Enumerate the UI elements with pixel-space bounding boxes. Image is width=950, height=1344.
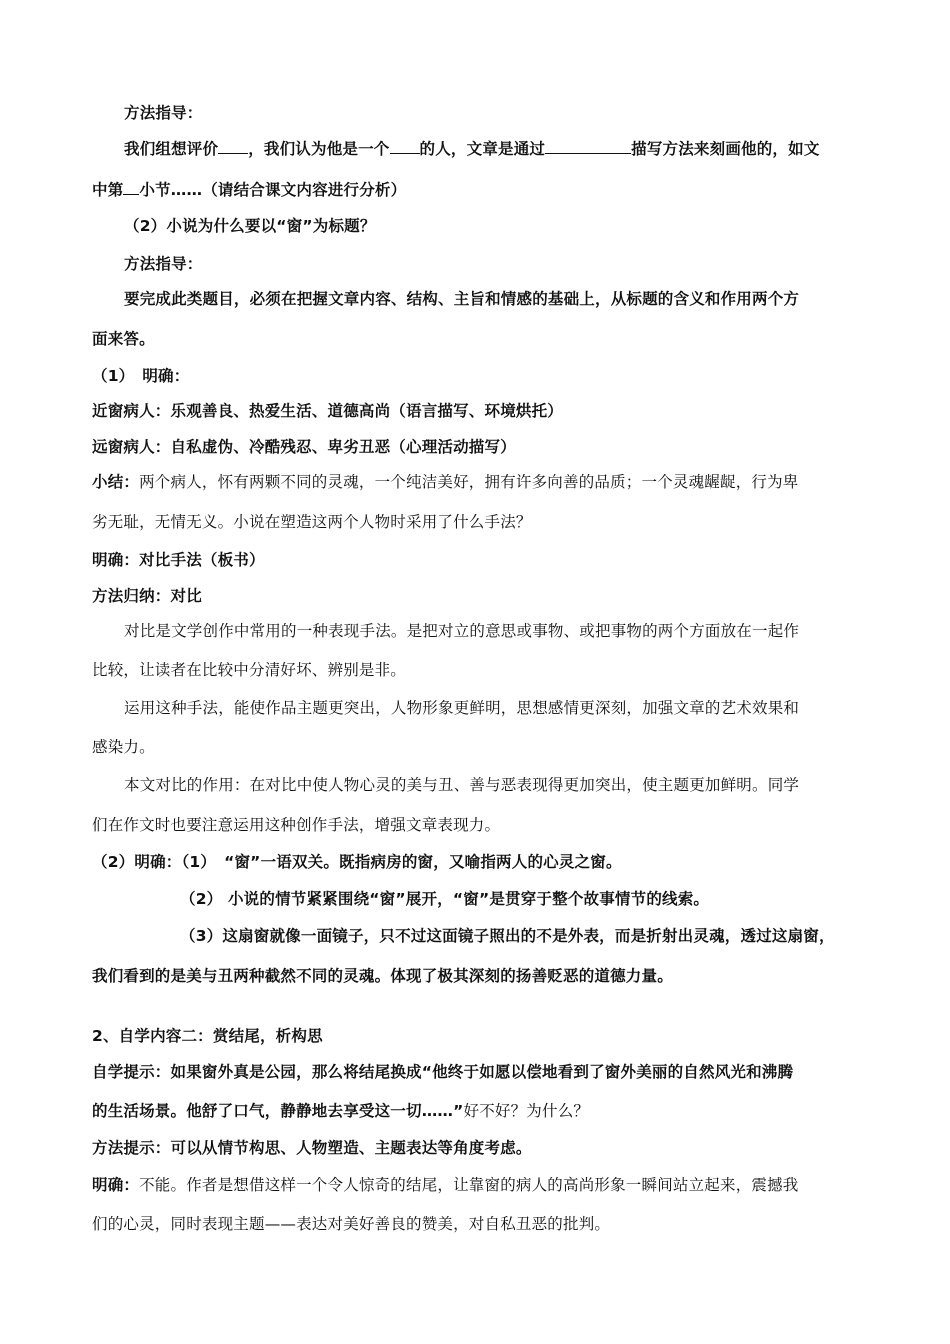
paragraph-line: 要完成此类题目，必须在把握文章内容、结构、主旨和情感的基础上，从标题的含义和作用两个方 — [124, 290, 800, 308]
paragraph-line: 面来答。 — [92, 330, 155, 348]
text-span: 中第 — [92, 181, 124, 199]
text-span: 不能。作者是想借这样一个令人惊奇的结尾，让靠窗的病人的高尚形象一瞬间站立起来，震撼我 — [139, 1176, 799, 1194]
text-span: 描写方法来刻画他的，如文 — [631, 140, 820, 158]
text-span: 小节……（请结合课文内容进行分析） — [139, 181, 407, 199]
question-heading: （2）小说为什么要以“窗”为标题？ — [124, 217, 376, 235]
paragraph-line: 劣无耻，无情无义。小说在塑造这两个人物时采用了什么手法？ — [92, 513, 532, 531]
label: 小结： — [92, 473, 140, 491]
section-heading: 2、自学内容二：赏结尾，析构思 — [92, 1027, 323, 1045]
text-span: 两个病人，怀有两颗不同的灵魂，一个纯洁美好，拥有许多向善的品质；一个灵魂龌龊，行为卑 — [139, 473, 799, 491]
label: 自学提示： — [92, 1063, 171, 1081]
paragraph-line: 我们看到的是美与丑两种截然不同的灵魂。体现了极其深刻的扬善贬恶的道德力量。 — [92, 967, 673, 985]
fill-blank — [218, 139, 248, 154]
label: 明确： — [92, 1176, 140, 1194]
text-span: 好不好？为什么？ — [463, 1102, 590, 1120]
fill-blank — [545, 139, 631, 154]
paragraph-line: 远窗病人：自私虚伪、冷酷残忍、卑劣丑恶（心理活动描写） — [92, 438, 516, 456]
paragraph-line: 们的心灵，同时表现主题——表达对美好善良的赞美，对自私丑恶的批判。 — [92, 1215, 611, 1233]
method-guide-heading: 方法指导： — [124, 255, 203, 273]
text-span: 如果窗外真是公园，那么将结尾换成“他终于如愿以偿地看到了窗外美丽的自然风光和沸腾 — [170, 1063, 794, 1081]
paragraph-line: 本文对比的作用：在对比中使人物心灵的美与丑、善与恶表现得更加突出，使主题更加鲜明。同学 — [124, 776, 800, 794]
paragraph-line: 运用这种手法，能使作品主题更突出，人物形象更鲜明，思想感情更深刻，加强文章的艺术效果和 — [124, 699, 800, 717]
paragraph-line: 们在作文时也要注意运用这种创作手法，增强文章表现力。 — [92, 816, 501, 834]
fill-blank — [123, 180, 139, 195]
paragraph-line — [124, 139, 820, 159]
text-span: 的生活场景。他舒了口气，静静地去享受这一切……” — [92, 1102, 464, 1120]
paragraph-line — [92, 1062, 793, 1082]
paragraph-line: （2）明确：（1） “窗”一语双关。既指病房的窗，又喻指两人的心灵之窗。 — [92, 853, 622, 871]
paragraph-line: 对比是文学创作中常用的一种表现手法。是把对立的意思或事物、或把事物的两个方面放在一起作 — [124, 622, 800, 640]
paragraph-line — [92, 472, 799, 492]
text-span: 我们组想评价 — [124, 140, 219, 158]
answer-heading: （1） 明确： — [92, 367, 190, 385]
paragraph-line — [92, 1101, 589, 1121]
paragraph-line — [92, 1175, 799, 1195]
paragraph-line — [92, 180, 406, 200]
text-span: 的人，文章是通过 — [419, 140, 546, 158]
paragraph-line: （2） 小说的情节紧紧围绕“窗”展开，“窗”是贯穿于整个故事情节的线索。 — [180, 890, 710, 908]
paragraph-line: 感染力。 — [92, 738, 155, 756]
paragraph-line: 方法归纳：对比 — [92, 587, 202, 605]
fill-blank — [390, 139, 420, 154]
paragraph-line: 比较，让读者在比较中分清好坏、辨别是非。 — [92, 661, 407, 679]
text-span: ，我们认为他是一个 — [248, 140, 390, 158]
method-guide-heading: 方法指导： — [124, 104, 203, 122]
paragraph-line: 明确：对比手法（板书） — [92, 551, 265, 569]
paragraph-line: 方法提示：可以从情节构思、人物塑造、主题表达等角度考虑。 — [92, 1139, 532, 1157]
paragraph-line: 近窗病人：乐观善良、热爱生活、道德高尚（语言描写、环境烘托） — [92, 402, 564, 420]
paragraph-line: （3）这扇窗就像一面镜子，只不过这面镜子照出的不是外表，而是折射出灵魂，透过这扇窗， — [180, 927, 835, 945]
